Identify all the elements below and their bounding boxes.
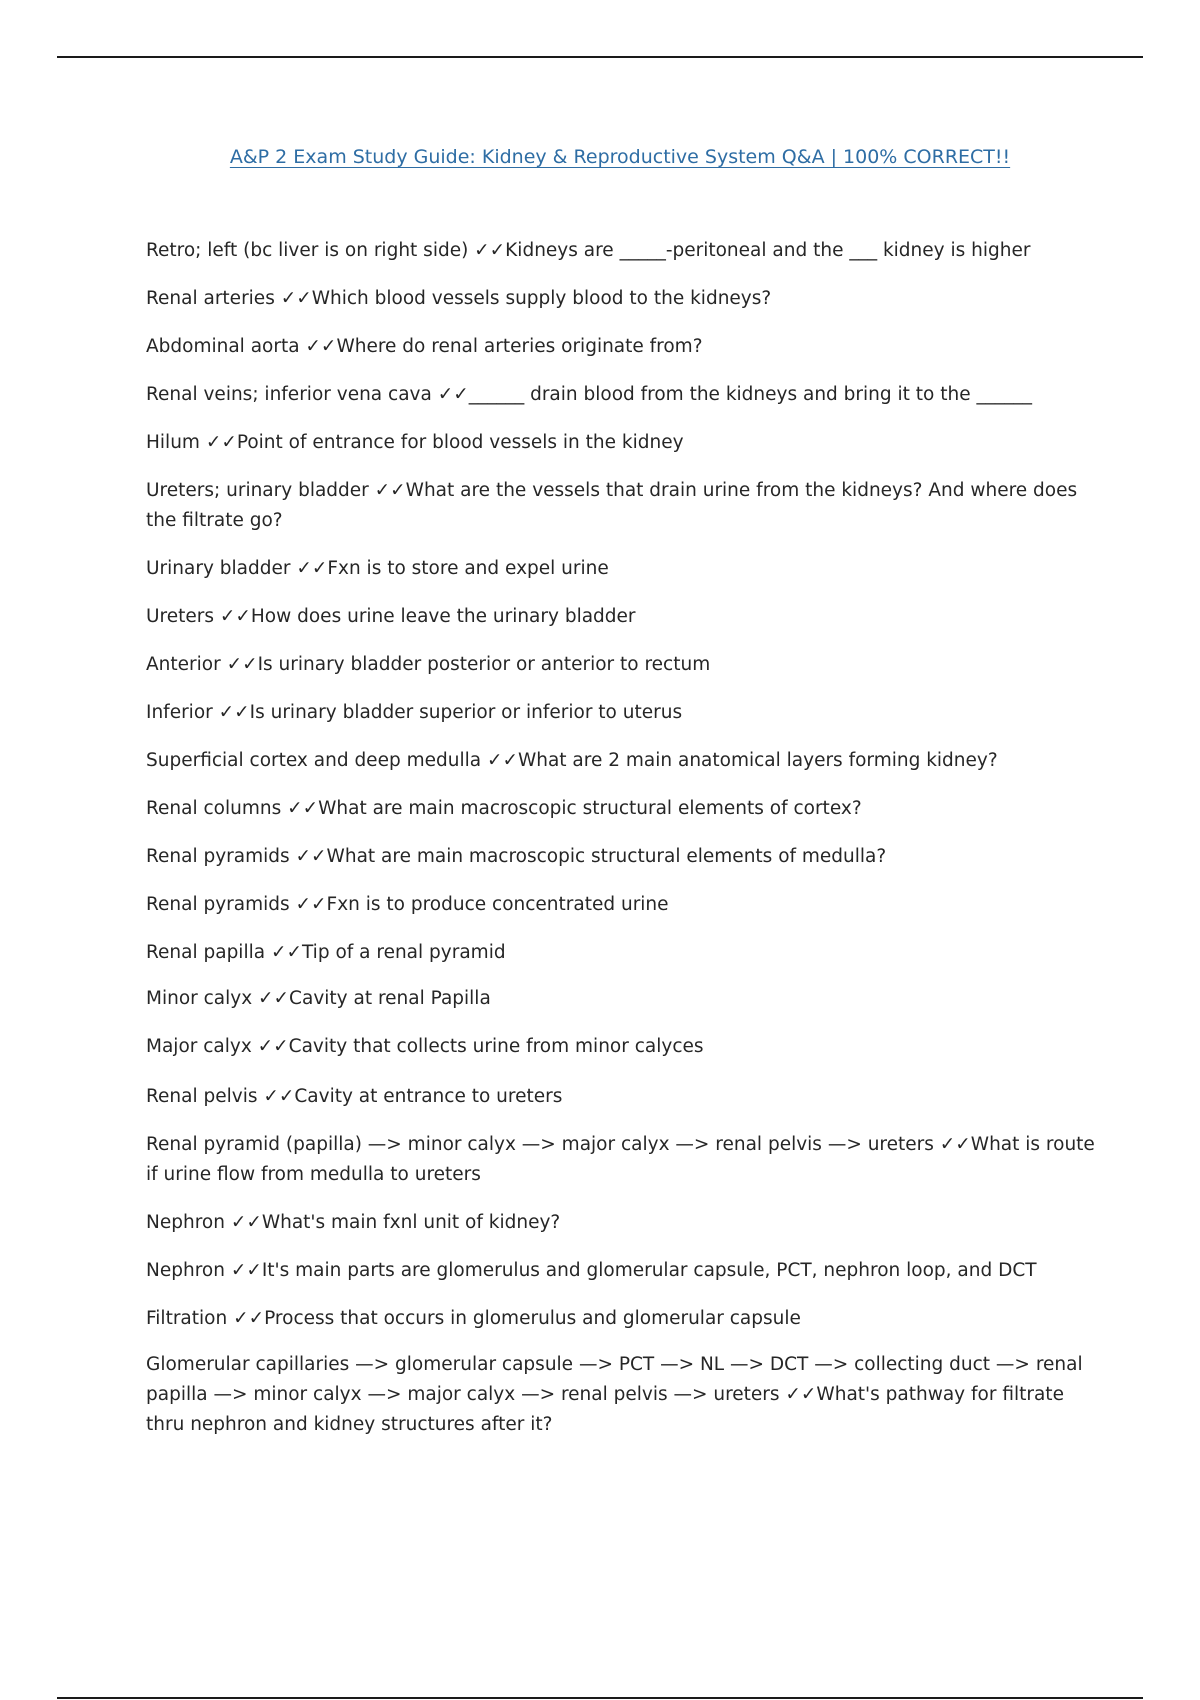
qa-item: Renal pyramids ✓✓What are main macroscopic structural elements of medulla?: [146, 846, 887, 867]
qa-item: Ureters ✓✓How does urine leave the urinary bladder: [146, 606, 636, 627]
qa-item: Abdominal aorta ✓✓Where do renal arteries originate from?: [146, 336, 703, 357]
qa-item: Retro; left (bc liver is on right side) ✓✓Kidneys are _____-peritoneal and the ___ kidney is higher: [146, 240, 1031, 261]
qa-item: Renal columns ✓✓What are main macroscopic structural elements of cortex?: [146, 798, 862, 819]
qa-item: Nephron ✓✓It's main parts are glomerulus and glomerular capsule, PCT, nephron loop, and DCT: [146, 1260, 1037, 1281]
qa-item: Major calyx ✓✓Cavity that collects urine from minor calyces: [146, 1036, 704, 1057]
header-rule: [57, 56, 1143, 58]
qa-item: Renal veins; inferior vena cava ✓✓______ drain blood from the kidneys and bring it to the ______: [146, 384, 1032, 405]
qa-item: Renal pyramids ✓✓Fxn is to produce concentrated urine: [146, 894, 669, 915]
qa-item: Ureters; urinary bladder ✓✓What are the vessels that drain urine from the kidneys? And where does the filtrate go?: [146, 480, 1084, 531]
document-title[interactable]: A&P 2 Exam Study Guide: Kidney & Reproductive System Q&A | 100% CORRECT!!: [229, 146, 1011, 168]
qa-item: Minor calyx ✓✓Cavity at renal Papilla: [146, 988, 491, 1009]
qa-item: Inferior ✓✓Is urinary bladder superior or inferior to uterus: [146, 702, 683, 723]
qa-item: Superficial cortex and deep medulla ✓✓What are 2 main anatomical layers forming kidney?: [146, 750, 998, 771]
qa-list: [146, 236, 1101, 1440]
qa-item: Renal pelvis ✓✓Cavity at entrance to ureters: [146, 1086, 563, 1107]
qa-item: Urinary bladder ✓✓Fxn is to store and expel urine: [146, 558, 609, 579]
qa-item: Renal arteries ✓✓Which blood vessels supply blood to the kidneys?: [146, 288, 772, 309]
qa-item: Hilum ✓✓Point of entrance for blood vessels in the kidney: [146, 432, 684, 453]
footer-rule: [57, 1697, 1143, 1699]
qa-item: Nephron ✓✓What's main fxnl unit of kidney?: [146, 1212, 561, 1233]
qa-item: Filtration ✓✓Process that occurs in glomerulus and glomerular capsule: [146, 1308, 801, 1329]
qa-item: Anterior ✓✓Is urinary bladder posterior or anterior to rectum: [146, 654, 711, 675]
qa-item: Renal papilla ✓✓Tip of a renal pyramid: [146, 942, 506, 963]
qa-item: Glomerular capillaries —> glomerular capsule —> PCT —> NL —> DCT —> collecting duct —> renal papilla —> minor calyx —> major calyx —> renal pelvis —> ureters ✓✓What's pathway for filtrate thru nephron and kidney structures after it?: [146, 1354, 1089, 1435]
qa-item: Renal pyramid (papilla) —> minor calyx —> major calyx —> renal pelvis —> ureters ✓✓What is route if urine flow from medulla to ureters: [146, 1134, 1101, 1185]
